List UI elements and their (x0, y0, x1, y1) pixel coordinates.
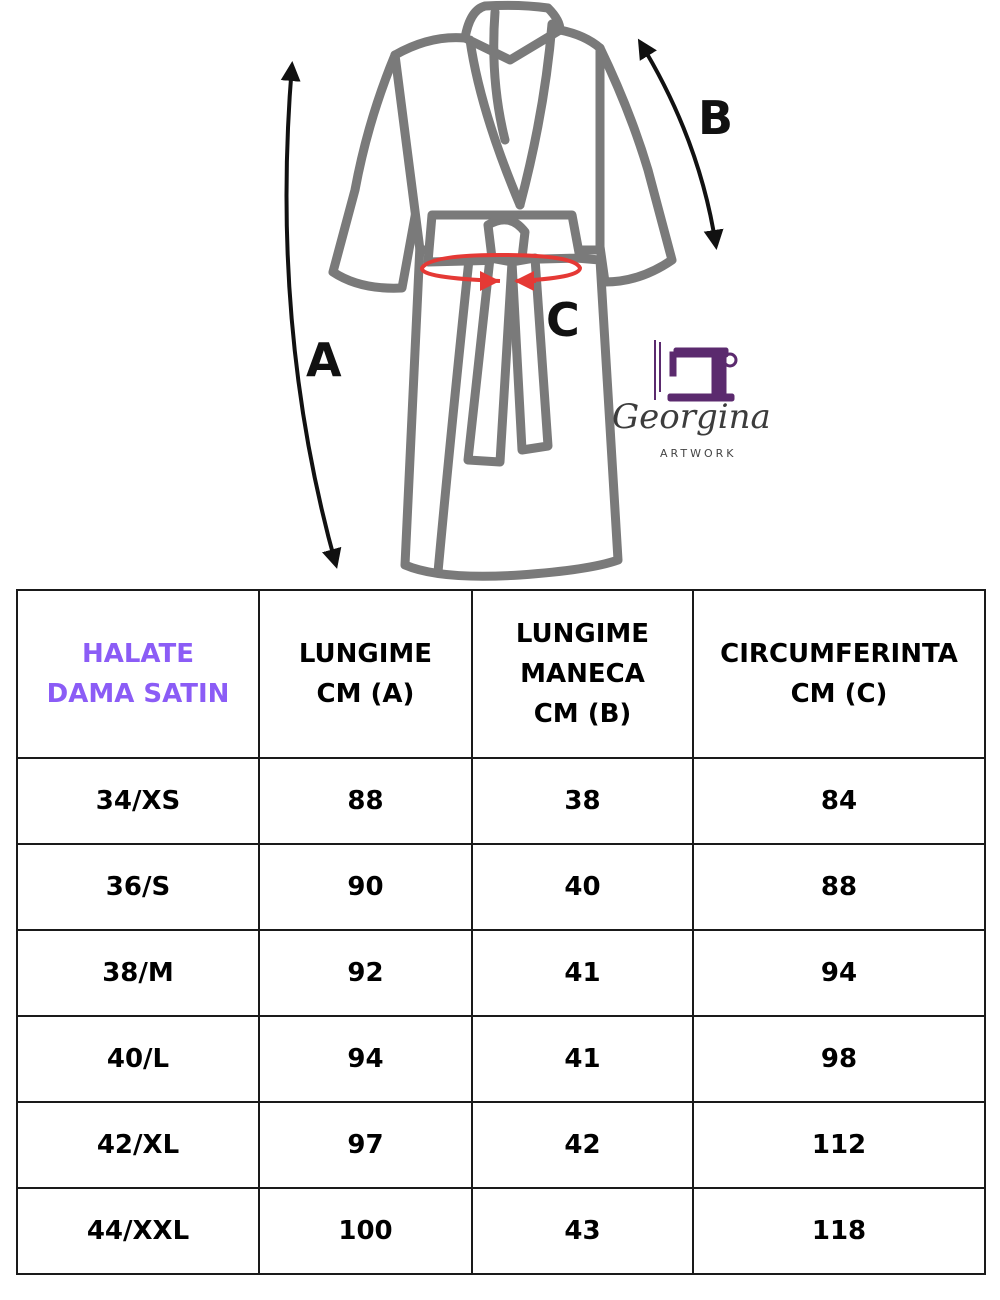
label-c: C (546, 293, 580, 347)
size-cell: 44/XXL (17, 1188, 259, 1274)
sleeve-cell: 41 (472, 930, 693, 1016)
table-row (17, 844, 985, 930)
header-line: MANECA (520, 659, 645, 689)
size-table (16, 589, 986, 1275)
circumference-cell: 88 (693, 844, 985, 930)
header-line: HALATE (81, 639, 195, 669)
label-a: A (306, 333, 342, 387)
table-row (17, 930, 985, 1016)
length-cell: 94 (259, 1016, 472, 1102)
table-header-row (17, 590, 985, 758)
sleeve-cell: 38 (472, 758, 693, 844)
sleeve-cell: 43 (472, 1188, 693, 1274)
sleeve-cell: 41 (472, 1016, 693, 1102)
size-cell: 34/XS (17, 758, 259, 844)
circumference-cell: 94 (693, 930, 985, 1016)
logo-name: Georgina (612, 397, 771, 437)
sleeve-cell: 42 (472, 1102, 693, 1188)
size-cell: 36/S (17, 844, 259, 930)
sleeve-cell: 40 (472, 844, 693, 930)
circumference-cell: 98 (693, 1016, 985, 1102)
header-line: CM (C) (790, 679, 888, 709)
length-cell: 90 (259, 844, 472, 930)
size-cell: 42/XL (17, 1102, 259, 1188)
header-line: CM (A) (316, 679, 415, 709)
length-cell: 92 (259, 930, 472, 1016)
circumference-cell: 118 (693, 1188, 985, 1274)
georgina-logo (612, 340, 771, 460)
header-line: CIRCUMFERINTA (720, 639, 958, 669)
table-row (17, 1188, 985, 1274)
size-cell: 38/M (17, 930, 259, 1016)
header-line: DAMA SATIN (46, 679, 230, 709)
size-cell: 40/L (17, 1016, 259, 1102)
length-cell: 88 (259, 758, 472, 844)
label-b: B (698, 91, 734, 145)
robe-outline (333, 5, 672, 576)
table-row (17, 1016, 985, 1102)
header-circumference (693, 590, 985, 758)
circumference-cell: 112 (693, 1102, 985, 1188)
header-line: LUNGIME (298, 639, 433, 669)
length-cell: 100 (259, 1188, 472, 1274)
table-row (17, 1102, 985, 1188)
arrow-a (287, 65, 337, 565)
length-cell: 97 (259, 1102, 472, 1188)
header-length (259, 590, 472, 758)
header-halate (17, 590, 259, 758)
robe-diagram (0, 0, 1000, 590)
header-line: CM (B) (533, 699, 632, 729)
logo-tagline: ARTWORK (660, 447, 737, 460)
header-sleeve-length (472, 590, 693, 758)
circumference-cell: 84 (693, 758, 985, 844)
table-row (17, 758, 985, 844)
header-line: LUNGIME (515, 619, 650, 649)
sewing-machine-icon (655, 340, 736, 401)
